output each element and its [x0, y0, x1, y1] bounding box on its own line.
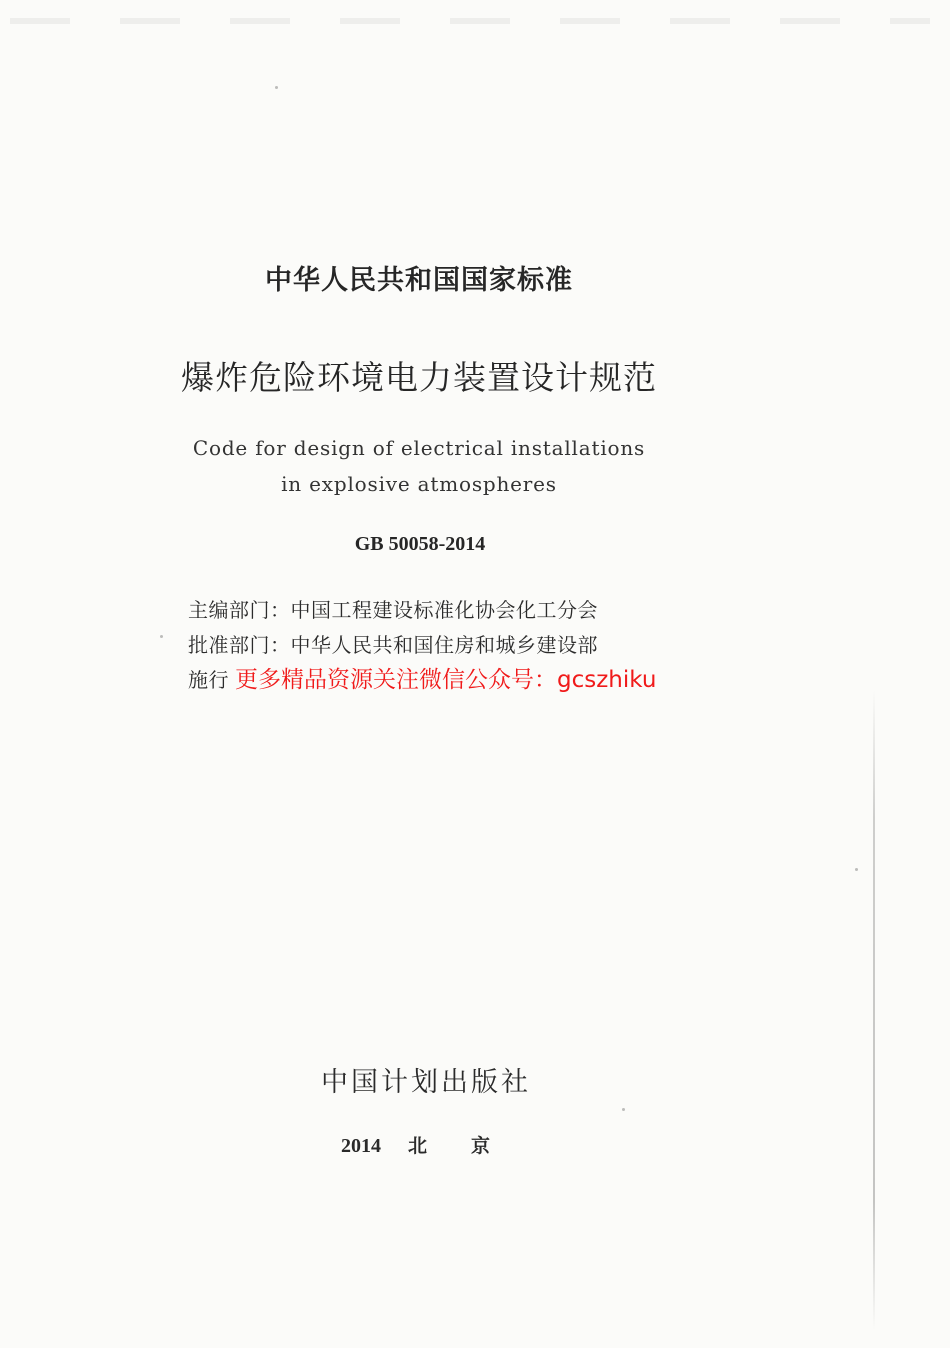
- scan-dust: [622, 1108, 625, 1111]
- scan-dust: [160, 635, 163, 638]
- effective-label: 施行: [188, 668, 229, 692]
- publication-year: 2014: [341, 1135, 381, 1157]
- standard-code: GB 50058-2014: [354, 533, 486, 555]
- approver-label: 批准部门：: [188, 633, 291, 657]
- publication-line: [341, 1131, 534, 1158]
- publisher-name: 中国计划出版社: [321, 1067, 531, 1098]
- publication-city: 北京: [408, 1135, 535, 1157]
- main-title-cn: 爆炸危险环境电力装置设计规范: [181, 358, 657, 397]
- approver-value: 中华人民共和国住房和城乡建设部: [290, 633, 598, 657]
- scan-edge: [873, 690, 875, 1330]
- effective-date-row: [188, 664, 229, 693]
- scan-dust: [275, 86, 278, 89]
- series-title: 中华人民共和国国家标准: [265, 265, 573, 296]
- title-en-line2: in explosive atmospheres: [281, 472, 557, 496]
- title-en-line1: Code for design of electrical installations: [192, 436, 646, 460]
- approver-row: [188, 629, 598, 658]
- editor-value: 中国工程建设标准化协会化工分会: [290, 598, 598, 622]
- editor-row: [188, 594, 598, 623]
- scan-artifact: [10, 18, 930, 24]
- editor-label: 主编部门：: [188, 598, 291, 622]
- scan-dust: [855, 868, 858, 871]
- watermark-text: 更多精品资源关注微信公众号：gcszhiku: [235, 667, 657, 693]
